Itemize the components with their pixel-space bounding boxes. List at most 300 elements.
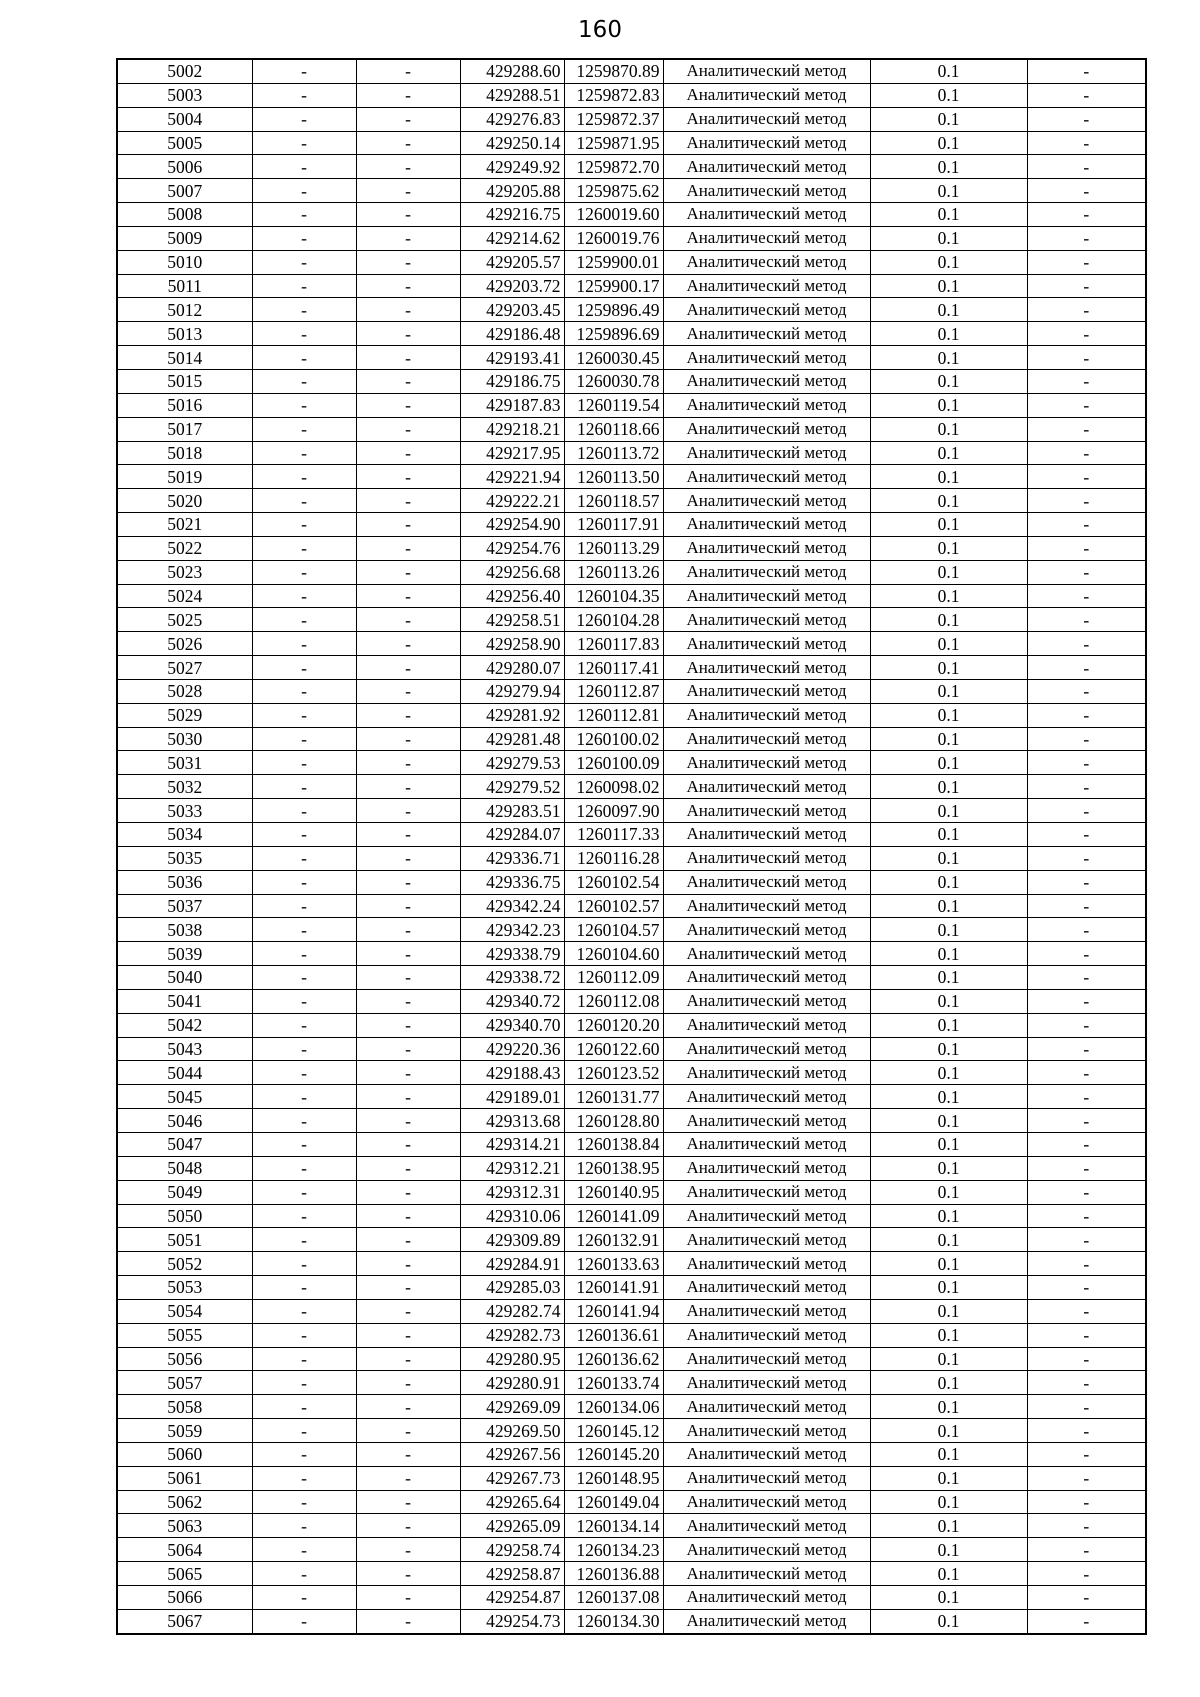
cell-accuracy: 0.1: [870, 369, 1027, 393]
cell-method: Аналитический метод: [663, 1085, 870, 1109]
cell-coord-y: 1260141.91: [564, 1276, 663, 1300]
cell-empty-col-8: -: [1027, 536, 1146, 560]
cell-point-number: 5053: [117, 1276, 252, 1300]
table-row: [117, 369, 1146, 393]
cell-accuracy: 0.1: [870, 1085, 1027, 1109]
cell-empty-col-3: -: [356, 1013, 460, 1037]
table-row: [117, 846, 1146, 870]
cell-empty-col-8: -: [1027, 155, 1146, 179]
cell-method: Аналитический метод: [663, 894, 870, 918]
table-row: [117, 417, 1146, 441]
cell-coord-y: 1260112.08: [564, 989, 663, 1013]
cell-empty-col-2: -: [252, 1347, 356, 1371]
cell-point-number: 5030: [117, 727, 252, 751]
cell-coord-x: 429249.92: [460, 155, 564, 179]
cell-empty-col-2: -: [252, 870, 356, 894]
cell-coord-y: 1260104.57: [564, 918, 663, 942]
cell-empty-col-8: -: [1027, 250, 1146, 274]
cell-method: Аналитический метод: [663, 1013, 870, 1037]
cell-accuracy: 0.1: [870, 1562, 1027, 1586]
cell-empty-col-3: -: [356, 799, 460, 823]
cell-accuracy: 0.1: [870, 823, 1027, 847]
cell-coord-y: 1260113.72: [564, 441, 663, 465]
cell-method: Аналитический метод: [663, 155, 870, 179]
cell-empty-col-3: -: [356, 1085, 460, 1109]
cell-point-number: 5055: [117, 1323, 252, 1347]
cell-empty-col-8: -: [1027, 1395, 1146, 1419]
cell-empty-col-8: -: [1027, 560, 1146, 584]
cell-empty-col-3: -: [356, 322, 460, 346]
cell-coord-y: 1260136.61: [564, 1323, 663, 1347]
cell-empty-col-3: -: [356, 1609, 460, 1633]
cell-coord-y: 1260104.28: [564, 608, 663, 632]
cell-point-number: 5034: [117, 823, 252, 847]
cell-coord-x: 429340.72: [460, 989, 564, 1013]
table-row: [117, 83, 1146, 107]
cell-accuracy: 0.1: [870, 322, 1027, 346]
cell-coord-x: 429254.76: [460, 536, 564, 560]
cell-empty-col-3: -: [356, 560, 460, 584]
cell-point-number: 5009: [117, 226, 252, 250]
table-row: [117, 322, 1146, 346]
cell-empty-col-8: -: [1027, 1466, 1146, 1490]
table-row: [117, 608, 1146, 632]
cell-empty-col-8: -: [1027, 1013, 1146, 1037]
table-row: [117, 727, 1146, 751]
cell-point-number: 5023: [117, 560, 252, 584]
cell-point-number: 5038: [117, 918, 252, 942]
table-row: [117, 1276, 1146, 1300]
cell-empty-col-2: -: [252, 298, 356, 322]
cell-empty-col-3: -: [356, 1562, 460, 1586]
cell-coord-y: 1260097.90: [564, 799, 663, 823]
cell-empty-col-8: -: [1027, 823, 1146, 847]
cell-coord-y: 1259875.62: [564, 179, 663, 203]
cell-point-number: 5033: [117, 799, 252, 823]
cell-accuracy: 0.1: [870, 250, 1027, 274]
table-row: [117, 1419, 1146, 1443]
table-row: [117, 1109, 1146, 1133]
cell-coord-x: 429188.43: [460, 1061, 564, 1085]
cell-empty-col-2: -: [252, 1538, 356, 1562]
cell-method: Аналитический метод: [663, 465, 870, 489]
cell-empty-col-2: -: [252, 894, 356, 918]
cell-empty-col-2: -: [252, 608, 356, 632]
cell-accuracy: 0.1: [870, 679, 1027, 703]
cell-coord-x: 429193.41: [460, 346, 564, 370]
cell-coord-x: 429312.21: [460, 1156, 564, 1180]
table-row: [117, 1299, 1146, 1323]
cell-coord-y: 1260134.06: [564, 1395, 663, 1419]
cell-coord-y: 1260122.60: [564, 1037, 663, 1061]
cell-empty-col-3: -: [356, 1538, 460, 1562]
table-row: [117, 1395, 1146, 1419]
cell-accuracy: 0.1: [870, 1299, 1027, 1323]
cell-empty-col-3: -: [356, 823, 460, 847]
table-row: [117, 679, 1146, 703]
cell-coord-x: 429288.60: [460, 59, 564, 83]
cell-empty-col-2: -: [252, 632, 356, 656]
cell-method: Аналитический метод: [663, 703, 870, 727]
cell-coord-x: 429258.51: [460, 608, 564, 632]
cell-accuracy: 0.1: [870, 870, 1027, 894]
cell-empty-col-3: -: [356, 727, 460, 751]
cell-empty-col-3: -: [356, 1132, 460, 1156]
cell-point-number: 5021: [117, 513, 252, 537]
cell-empty-col-8: -: [1027, 1419, 1146, 1443]
cell-coord-x: 429269.09: [460, 1395, 564, 1419]
cell-empty-col-2: -: [252, 1419, 356, 1443]
cell-method: Аналитический метод: [663, 489, 870, 513]
cell-accuracy: 0.1: [870, 1204, 1027, 1228]
cell-coord-x: 429284.91: [460, 1252, 564, 1276]
cell-coord-y: 1260132.91: [564, 1228, 663, 1252]
cell-accuracy: 0.1: [870, 1276, 1027, 1300]
cell-empty-col-3: -: [356, 513, 460, 537]
cell-coord-x: 429187.83: [460, 393, 564, 417]
cell-point-number: 5027: [117, 656, 252, 680]
cell-empty-col-3: -: [356, 894, 460, 918]
cell-accuracy: 0.1: [870, 632, 1027, 656]
cell-empty-col-3: -: [356, 393, 460, 417]
cell-method: Аналитический метод: [663, 918, 870, 942]
table-row: [117, 1085, 1146, 1109]
cell-empty-col-3: -: [356, 1586, 460, 1610]
cell-method: Аналитический метод: [663, 1299, 870, 1323]
cell-empty-col-2: -: [252, 1395, 356, 1419]
cell-empty-col-8: -: [1027, 799, 1146, 823]
cell-empty-col-2: -: [252, 727, 356, 751]
cell-accuracy: 0.1: [870, 989, 1027, 1013]
cell-coord-y: 1260117.41: [564, 656, 663, 680]
cell-method: Аналитический метод: [663, 679, 870, 703]
cell-empty-col-8: -: [1027, 1490, 1146, 1514]
cell-method: Аналитический метод: [663, 966, 870, 990]
cell-method: Аналитический метод: [663, 226, 870, 250]
cell-method: Аналитический метод: [663, 1419, 870, 1443]
cell-empty-col-8: -: [1027, 393, 1146, 417]
cell-accuracy: 0.1: [870, 942, 1027, 966]
cell-coord-x: 429205.88: [460, 179, 564, 203]
cell-point-number: 5042: [117, 1013, 252, 1037]
cell-coord-x: 429342.24: [460, 894, 564, 918]
table-row: [117, 155, 1146, 179]
cell-empty-col-3: -: [356, 870, 460, 894]
cell-empty-col-2: -: [252, 1514, 356, 1538]
cell-empty-col-3: -: [356, 179, 460, 203]
cell-coord-y: 1259900.17: [564, 274, 663, 298]
cell-empty-col-8: -: [1027, 1156, 1146, 1180]
cell-empty-col-3: -: [356, 1037, 460, 1061]
table-row: [117, 1204, 1146, 1228]
cell-empty-col-8: -: [1027, 942, 1146, 966]
cell-empty-col-3: -: [356, 1252, 460, 1276]
cell-empty-col-8: -: [1027, 1085, 1146, 1109]
table-row: [117, 1371, 1146, 1395]
cell-coord-x: 429269.50: [460, 1419, 564, 1443]
cell-empty-col-8: -: [1027, 1276, 1146, 1300]
cell-empty-col-2: -: [252, 1132, 356, 1156]
cell-point-number: 5051: [117, 1228, 252, 1252]
cell-coord-x: 429288.51: [460, 83, 564, 107]
cell-empty-col-8: -: [1027, 1586, 1146, 1610]
table-row: [117, 131, 1146, 155]
cell-empty-col-2: -: [252, 1490, 356, 1514]
cell-coord-y: 1260019.76: [564, 226, 663, 250]
cell-empty-col-3: -: [356, 775, 460, 799]
cell-empty-col-8: -: [1027, 441, 1146, 465]
cell-empty-col-8: -: [1027, 179, 1146, 203]
cell-empty-col-2: -: [252, 1228, 356, 1252]
cell-point-number: 5057: [117, 1371, 252, 1395]
cell-point-number: 5044: [117, 1061, 252, 1085]
cell-coord-x: 429258.87: [460, 1562, 564, 1586]
cell-coord-y: 1259896.69: [564, 322, 663, 346]
cell-empty-col-8: -: [1027, 1371, 1146, 1395]
table-row: [117, 1132, 1146, 1156]
cell-coord-y: 1260123.52: [564, 1061, 663, 1085]
cell-empty-col-2: -: [252, 536, 356, 560]
table-row: [117, 1228, 1146, 1252]
cell-empty-col-8: -: [1027, 203, 1146, 227]
table-row: [117, 823, 1146, 847]
cell-method: Аналитический метод: [663, 870, 870, 894]
cell-point-number: 5065: [117, 1562, 252, 1586]
cell-accuracy: 0.1: [870, 656, 1027, 680]
cell-empty-col-3: -: [356, 203, 460, 227]
cell-point-number: 5064: [117, 1538, 252, 1562]
table-row: [117, 298, 1146, 322]
cell-accuracy: 0.1: [870, 918, 1027, 942]
cell-accuracy: 0.1: [870, 513, 1027, 537]
cell-coord-y: 1260134.23: [564, 1538, 663, 1562]
cell-coord-y: 1260149.04: [564, 1490, 663, 1514]
cell-empty-col-2: -: [252, 179, 356, 203]
cell-method: Аналитический метод: [663, 751, 870, 775]
cell-coord-y: 1260117.83: [564, 632, 663, 656]
cell-coord-y: 1259872.37: [564, 107, 663, 131]
cell-empty-col-8: -: [1027, 1132, 1146, 1156]
cell-coord-y: 1260104.60: [564, 942, 663, 966]
cell-accuracy: 0.1: [870, 1013, 1027, 1037]
cell-empty-col-2: -: [252, 1037, 356, 1061]
cell-coord-x: 429217.95: [460, 441, 564, 465]
cell-empty-col-8: -: [1027, 608, 1146, 632]
table-body: [117, 59, 1146, 1634]
cell-accuracy: 0.1: [870, 1252, 1027, 1276]
cell-empty-col-2: -: [252, 1371, 356, 1395]
cell-coord-x: 429314.21: [460, 1132, 564, 1156]
cell-coord-y: 1260113.29: [564, 536, 663, 560]
cell-method: Аналитический метод: [663, 179, 870, 203]
cell-method: Аналитический метод: [663, 1538, 870, 1562]
cell-empty-col-8: -: [1027, 989, 1146, 1013]
table-row: [117, 441, 1146, 465]
cell-accuracy: 0.1: [870, 1466, 1027, 1490]
cell-empty-col-2: -: [252, 1252, 356, 1276]
cell-point-number: 5007: [117, 179, 252, 203]
cell-method: Аналитический метод: [663, 441, 870, 465]
cell-coord-x: 429338.72: [460, 966, 564, 990]
cell-empty-col-3: -: [356, 536, 460, 560]
cell-point-number: 5004: [117, 107, 252, 131]
cell-empty-col-3: -: [356, 1347, 460, 1371]
cell-accuracy: 0.1: [870, 1538, 1027, 1562]
cell-coord-y: 1260098.02: [564, 775, 663, 799]
cell-empty-col-2: -: [252, 83, 356, 107]
table-row: [117, 584, 1146, 608]
cell-accuracy: 0.1: [870, 1395, 1027, 1419]
cell-coord-y: 1260138.84: [564, 1132, 663, 1156]
cell-accuracy: 0.1: [870, 560, 1027, 584]
cell-method: Аналитический метод: [663, 298, 870, 322]
cell-point-number: 5014: [117, 346, 252, 370]
cell-point-number: 5006: [117, 155, 252, 179]
cell-accuracy: 0.1: [870, 203, 1027, 227]
table-row: [117, 1466, 1146, 1490]
cell-empty-col-2: -: [252, 823, 356, 847]
cell-empty-col-8: -: [1027, 632, 1146, 656]
cell-coord-x: 429280.07: [460, 656, 564, 680]
cell-empty-col-8: -: [1027, 894, 1146, 918]
table-row: [117, 107, 1146, 131]
table-row: [117, 632, 1146, 656]
cell-empty-col-2: -: [252, 799, 356, 823]
cell-point-number: 5062: [117, 1490, 252, 1514]
cell-point-number: 5066: [117, 1586, 252, 1610]
cell-method: Аналитический метод: [663, 1562, 870, 1586]
cell-method: Аналитический метод: [663, 989, 870, 1013]
cell-coord-y: 1260138.95: [564, 1156, 663, 1180]
cell-method: Аналитический метод: [663, 1132, 870, 1156]
cell-empty-col-8: -: [1027, 1299, 1146, 1323]
table-row: [117, 1562, 1146, 1586]
cell-point-number: 5058: [117, 1395, 252, 1419]
cell-empty-col-3: -: [356, 417, 460, 441]
cell-empty-col-8: -: [1027, 1061, 1146, 1085]
cell-accuracy: 0.1: [870, 703, 1027, 727]
cell-accuracy: 0.1: [870, 1514, 1027, 1538]
cell-coord-x: 429280.91: [460, 1371, 564, 1395]
cell-point-number: 5022: [117, 536, 252, 560]
cell-coord-x: 429186.48: [460, 322, 564, 346]
cell-coord-x: 429256.68: [460, 560, 564, 584]
cell-accuracy: 0.1: [870, 1323, 1027, 1347]
table-row: [117, 346, 1146, 370]
cell-empty-col-8: -: [1027, 322, 1146, 346]
cell-accuracy: 0.1: [870, 346, 1027, 370]
cell-coord-x: 429220.36: [460, 1037, 564, 1061]
cell-accuracy: 0.1: [870, 131, 1027, 155]
table-row: [117, 1490, 1146, 1514]
cell-coord-x: 429276.83: [460, 107, 564, 131]
cell-empty-col-3: -: [356, 1276, 460, 1300]
cell-empty-col-2: -: [252, 989, 356, 1013]
cell-accuracy: 0.1: [870, 107, 1027, 131]
cell-empty-col-2: -: [252, 1586, 356, 1610]
cell-method: Аналитический метод: [663, 942, 870, 966]
cell-point-number: 5029: [117, 703, 252, 727]
cell-point-number: 5005: [117, 131, 252, 155]
cell-method: Аналитический метод: [663, 1490, 870, 1514]
cell-method: Аналитический метод: [663, 656, 870, 680]
cell-point-number: 5061: [117, 1466, 252, 1490]
cell-empty-col-2: -: [252, 59, 356, 83]
cell-empty-col-3: -: [356, 465, 460, 489]
cell-empty-col-2: -: [252, 942, 356, 966]
cell-coord-y: 1260120.20: [564, 1013, 663, 1037]
table-row: [117, 1156, 1146, 1180]
cell-coord-y: 1259872.70: [564, 155, 663, 179]
cell-empty-col-2: -: [252, 274, 356, 298]
cell-empty-col-3: -: [356, 632, 460, 656]
cell-empty-col-2: -: [252, 465, 356, 489]
cell-coord-x: 429205.57: [460, 250, 564, 274]
cell-point-number: 5011: [117, 274, 252, 298]
cell-coord-y: 1260145.12: [564, 1419, 663, 1443]
cell-empty-col-3: -: [356, 1228, 460, 1252]
cell-coord-x: 429336.75: [460, 870, 564, 894]
cell-coord-y: 1260102.54: [564, 870, 663, 894]
cell-empty-col-8: -: [1027, 107, 1146, 131]
table-row: [117, 989, 1146, 1013]
cell-accuracy: 0.1: [870, 83, 1027, 107]
cell-empty-col-8: -: [1027, 346, 1146, 370]
cell-coord-x: 429256.40: [460, 584, 564, 608]
cell-empty-col-3: -: [356, 1419, 460, 1443]
cell-accuracy: 0.1: [870, 1132, 1027, 1156]
cell-accuracy: 0.1: [870, 1419, 1027, 1443]
cell-point-number: 5012: [117, 298, 252, 322]
cell-method: Аналитический метод: [663, 727, 870, 751]
cell-coord-y: 1260134.14: [564, 1514, 663, 1538]
cell-method: Аналитический метод: [663, 1347, 870, 1371]
cell-coord-x: 429283.51: [460, 799, 564, 823]
table-row: [117, 918, 1146, 942]
cell-empty-col-3: -: [356, 1490, 460, 1514]
cell-method: Аналитический метод: [663, 322, 870, 346]
cell-empty-col-3: -: [356, 83, 460, 107]
cell-point-number: 5032: [117, 775, 252, 799]
table-row: [117, 1252, 1146, 1276]
cell-method: Аналитический метод: [663, 1252, 870, 1276]
cell-accuracy: 0.1: [870, 966, 1027, 990]
cell-empty-col-2: -: [252, 1156, 356, 1180]
table-row: [117, 393, 1146, 417]
cell-point-number: 5013: [117, 322, 252, 346]
table-row: [117, 703, 1146, 727]
cell-empty-col-2: -: [252, 918, 356, 942]
cell-coord-y: 1260030.78: [564, 369, 663, 393]
cell-coord-y: 1260118.66: [564, 417, 663, 441]
cell-coord-x: 429282.74: [460, 1299, 564, 1323]
cell-method: Аналитический метод: [663, 608, 870, 632]
cell-coord-y: 1260117.91: [564, 513, 663, 537]
cell-coord-y: 1259871.95: [564, 131, 663, 155]
table-row: [117, 656, 1146, 680]
cell-empty-col-3: -: [356, 1156, 460, 1180]
cell-empty-col-3: -: [356, 703, 460, 727]
cell-empty-col-8: -: [1027, 83, 1146, 107]
cell-empty-col-3: -: [356, 346, 460, 370]
cell-coord-x: 429309.89: [460, 1228, 564, 1252]
cell-empty-col-3: -: [356, 1395, 460, 1419]
table-row: [117, 799, 1146, 823]
cell-coord-y: 1260100.09: [564, 751, 663, 775]
cell-accuracy: 0.1: [870, 1442, 1027, 1466]
table-row: [117, 560, 1146, 584]
cell-accuracy: 0.1: [870, 1180, 1027, 1204]
